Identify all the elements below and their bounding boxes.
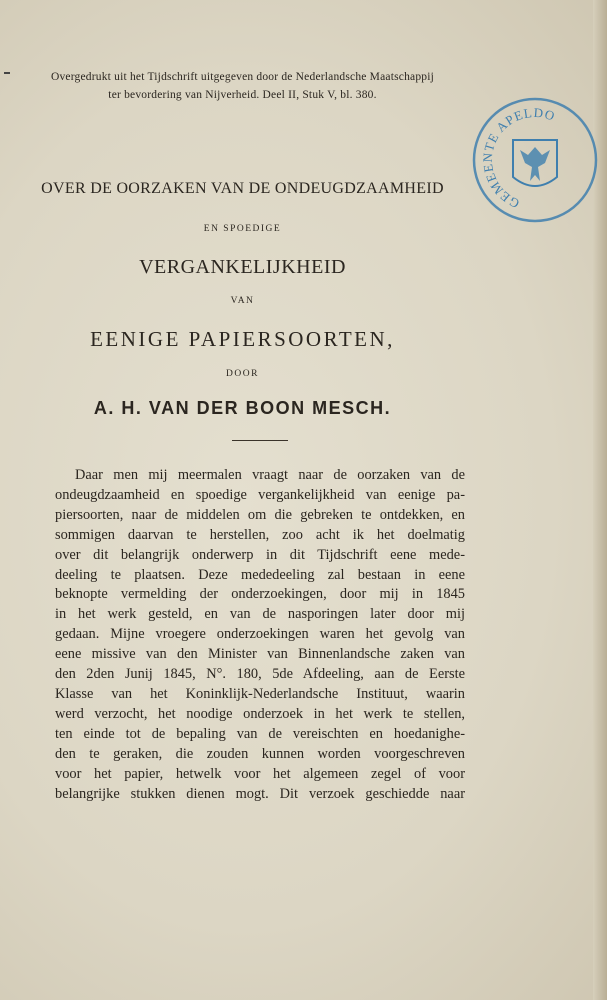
body-line: piersoorten, naar de middelen om die gebreken te ontdekken, en bbox=[55, 506, 465, 523]
body-line: beknopte vermelding der onderzoekingen, door mij in 1845 bbox=[55, 586, 465, 603]
reprint-note-line2: ter bevordering van Nijverheid. Deel II, Stuk V, bl. 380. bbox=[108, 89, 377, 101]
body-line: gedaan. Mijne vroegere onderzoekingen waren het gevolg van bbox=[55, 626, 465, 643]
author: A. H. VAN DER BOON MESCH. bbox=[93, 398, 392, 418]
body-line: eene missive van den Minister van Binnenlandsche zaken van bbox=[55, 646, 465, 663]
title-line4: VAN bbox=[230, 296, 255, 306]
body-line: deeling te plaatsen. Deze mededeeling zal bestaan in eene bbox=[55, 566, 465, 583]
body-line: den te geraken, die zouden kunnen worden voorgeschreven bbox=[55, 745, 465, 762]
body-line: belangrijke stukken dienen mogt. Dit verzoek geschiedde naar bbox=[55, 785, 465, 802]
body-line: over dit belangrijk onderwerp in dit Tijdschrift eene mede- bbox=[55, 546, 465, 563]
body-line: den 2den Junij 1845, N°. 180, 5de Afdeeling, aan de Eerste bbox=[55, 666, 465, 683]
reprint-note-line1: Overgedrukt uit het Tijdschrift uitgegeven door de Nederlandsche Maatschappij bbox=[50, 71, 435, 83]
body-line: Daar men mij meermalen vraagt naar de oorzaken van de bbox=[75, 467, 465, 483]
body-line: Klasse van het Koninklijk-Nederlandsche Instituut, waarin bbox=[55, 685, 465, 702]
body-line: voor het papier, hetwelk voor het algemeen zegel of voor bbox=[55, 765, 465, 782]
body-text bbox=[55, 466, 465, 804]
body-line: ten einde tot de bepaling van de vereischten en hoedanighe- bbox=[55, 725, 465, 742]
body-line: ondeugdzaamheid en spoedige vergankelijkheid van eenige pa- bbox=[55, 486, 465, 503]
body-line: werd verzocht, het noodige onderzoek in het werk te stellen, bbox=[55, 705, 465, 722]
title-line6: DOOR bbox=[226, 369, 259, 379]
divider-rule bbox=[232, 440, 288, 441]
title-line1: OVER DE OORZAKEN VAN DE ONDEUGDZAAMHEID bbox=[41, 180, 444, 197]
title-line5: EENIGE PAPIERSOORTEN, bbox=[90, 327, 395, 351]
title-line3: VERGANKELIJKHEID bbox=[139, 256, 346, 278]
body-line: in het werk gesteld, en van de nasporingen later door mij bbox=[55, 606, 465, 623]
municipal-stamp bbox=[470, 95, 600, 225]
title-line2: EN SPOEDIGE bbox=[203, 224, 282, 234]
svg-text:GEMEENTE APELDOORN.: GEMEENTE APELDOORN. bbox=[479, 104, 558, 212]
body-line: sommigen daarvan te herstellen, zoo acht ik het doelmatig bbox=[55, 526, 465, 543]
